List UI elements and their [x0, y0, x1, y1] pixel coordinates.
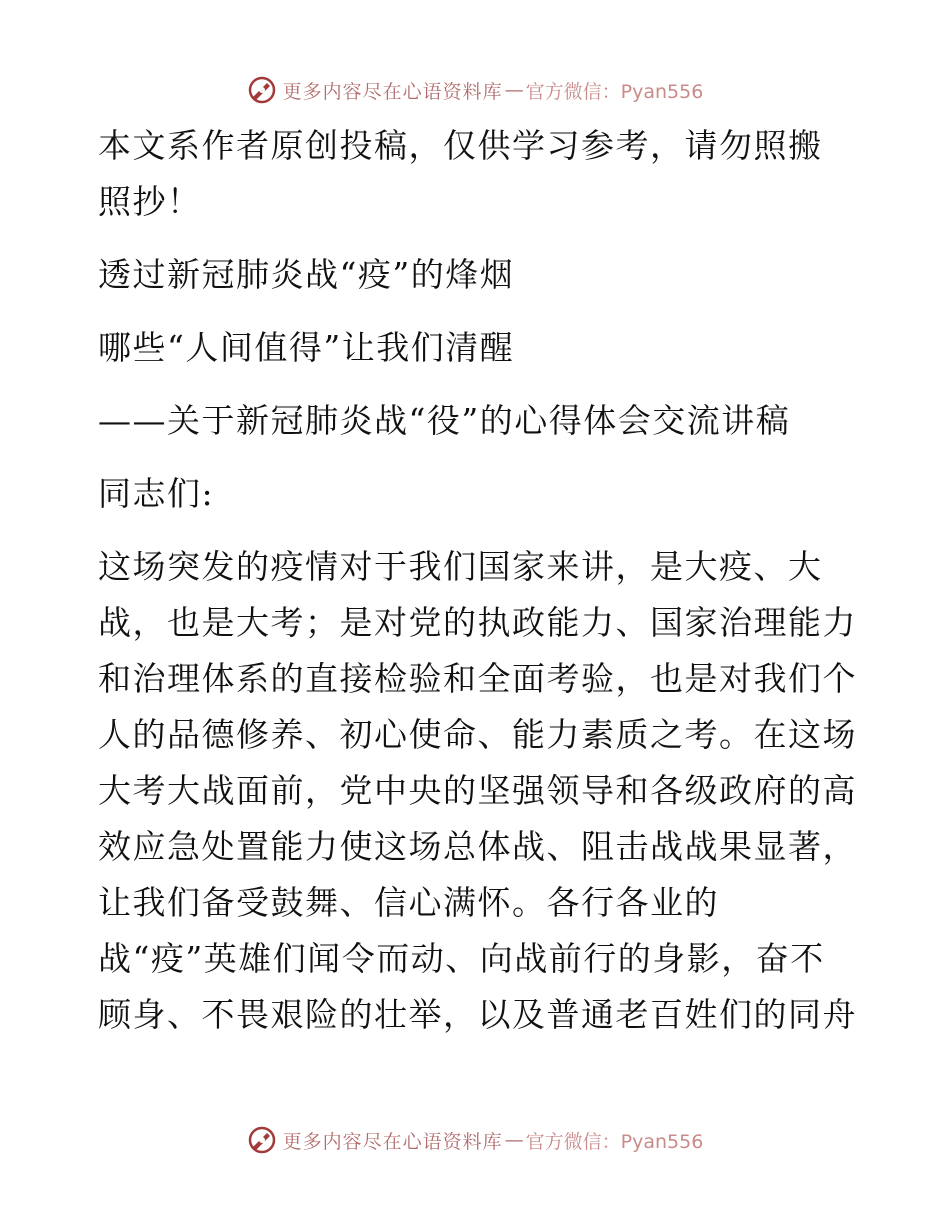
- body-line: 顾身、不畏艰险的壮举，以及普通老百姓们的同舟: [98, 995, 857, 1034]
- body-line: 效应急处置能力使这场总体战、阻击战战果显著，: [98, 827, 857, 866]
- document-body: [98, 118, 858, 1043]
- pen-seal-icon: [247, 75, 277, 105]
- notice-line-1: 本文系作者原创投稿，仅供学习参考，请勿照搬: [98, 126, 823, 165]
- body-line: 战“疫”英雄们闻令而动、向战前行的身影，奋不: [98, 939, 825, 978]
- title-line-2: 哪些“人间值得”让我们清醒: [98, 328, 515, 367]
- banner-wechat: 官方微信：Pyan556: [525, 1130, 704, 1153]
- banner-separator: —: [504, 79, 524, 101]
- body-line: 这场突发的疫情对于我们国家来讲，是大疫、大: [98, 547, 823, 586]
- banner-text: 更多内容尽在心语资料库: [282, 1130, 503, 1153]
- pen-seal-icon: [247, 1125, 277, 1155]
- header-banner: [0, 70, 950, 110]
- banner-wechat: 官方微信：Pyan556: [525, 80, 704, 103]
- title-line-1: 透过新冠肺炎战“疫”的烽烟: [98, 255, 515, 294]
- notice-line-2: 照抄！: [98, 182, 202, 221]
- subtitle-line: ——关于新冠肺炎战“役”的心得体会交流讲稿: [98, 401, 791, 440]
- banner-text: 更多内容尽在心语资料库: [282, 80, 503, 103]
- body-line: 和治理体系的直接检验和全面考验，也是对我们个: [98, 659, 857, 698]
- banner-separator: —: [504, 1129, 524, 1151]
- greeting-line: 同志们:: [98, 474, 215, 513]
- body-line: 人的品德修养、初心使命、能力素质之考。在这场: [98, 715, 857, 754]
- body-line: 大考大战面前，党中央的坚强领导和各级政府的高: [98, 771, 857, 810]
- footer-banner: [0, 1120, 950, 1160]
- body-line: 让我们备受鼓舞、信心满怀。各行各业的: [98, 883, 719, 922]
- body-line: 战，也是大考；是对党的执政能力、国家治理能力: [98, 603, 857, 642]
